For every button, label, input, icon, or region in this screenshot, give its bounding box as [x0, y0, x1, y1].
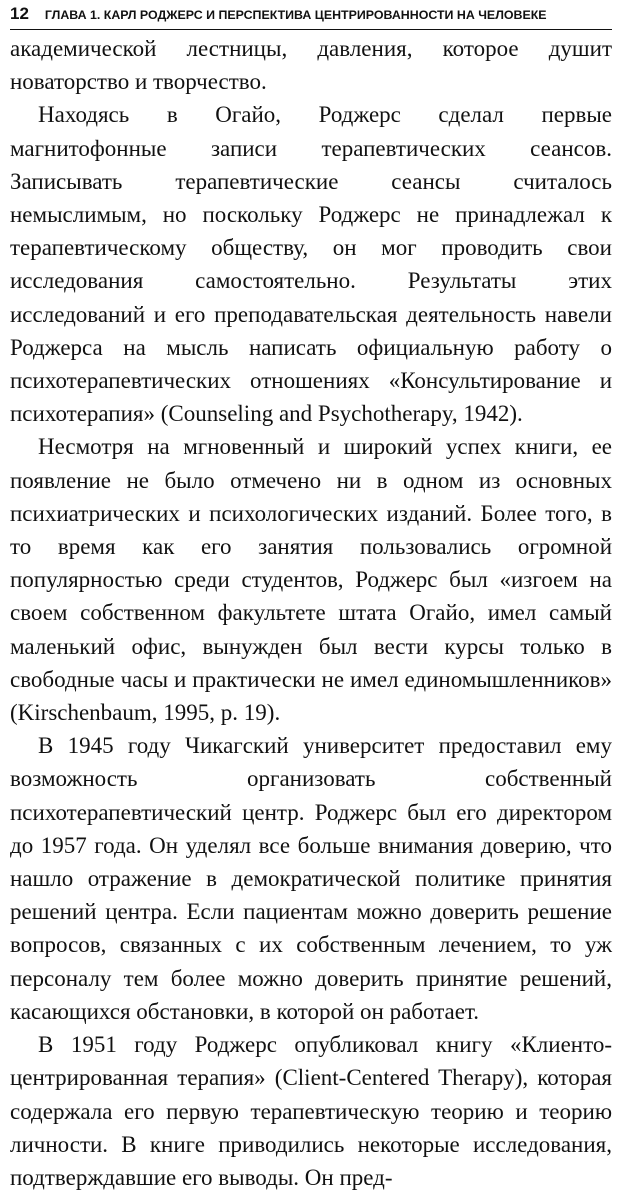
running-head [10, 0, 612, 30]
page-number: 12 [10, 4, 29, 23]
paragraph-client-centered-therapy: В 1951 году Роджерс опубликовал книгу «Клиенто-центрированная терапия» (Client-Centered Therapy), которая содержала его первую терапевтическую теорию и теорию личности. В книге приводились некоторые исследования, подтверждавшие его выводы. Он пред- [10, 1032, 612, 1190]
paragraph-continuation: академической лестницы, давления, которое душит новаторство и творчество. [10, 36, 612, 95]
body-text [10, 32, 612, 1194]
chapter-title: ГЛАВА 1. КАРЛ РОДЖЕРС И ПЕРСПЕКТИВА ЦЕНТРИРОВАННОСТИ НА ЧЕЛОВЕКЕ [44, 8, 547, 22]
paragraph-book-reception: Несмотря на мгновенный и широкий успех книги, ее появление не было отмечено ни в одном из основных психиатрических и психологических изданий. Более того, в то время как его занятия пользовались огромной популярностью среди студентов, Роджерс был «изгоем на своем собственном факультете штата Огайо, имел самый маленький офис, вынужден был вести курсы только в свободные часы и практически не имел единомышленников» (Kirschenbaum, 1995, p. 19). [10, 434, 612, 726]
paragraph-ohio-recordings: Находясь в Огайо, Роджерс сделал первые магнитофонные записи терапевтических сеансов. Записывать терапевтические сеансы считалось немыслимым, но поскольку Роджерс не принадлежал к терапевтическому обществу, он мог проводить свои исследования самостоятельно. Результаты этих исследований и его преподавательская деятельность навели Роджерса на мысль написать официальную работу о психотерапевтических отношениях «Консультирование и психотерапия» (Counseling and Psychotherapy, 1942). [10, 102, 612, 427]
paragraph-chicago-center: В 1945 году Чикагский университет предоставил ему возможность организовать собственный психотерапевтический центр. Роджерс был его директором до 1957 года. Он уделял все больше внимания доверию, что нашло отражение в демократической политике принятия решений центра. Если пациентам можно доверить решение вопросов, связанных с их собственным лечением, то уж персоналу тем более можно доверить принятие решений, касающихся обстановки, в которой он работает. [10, 733, 612, 1024]
